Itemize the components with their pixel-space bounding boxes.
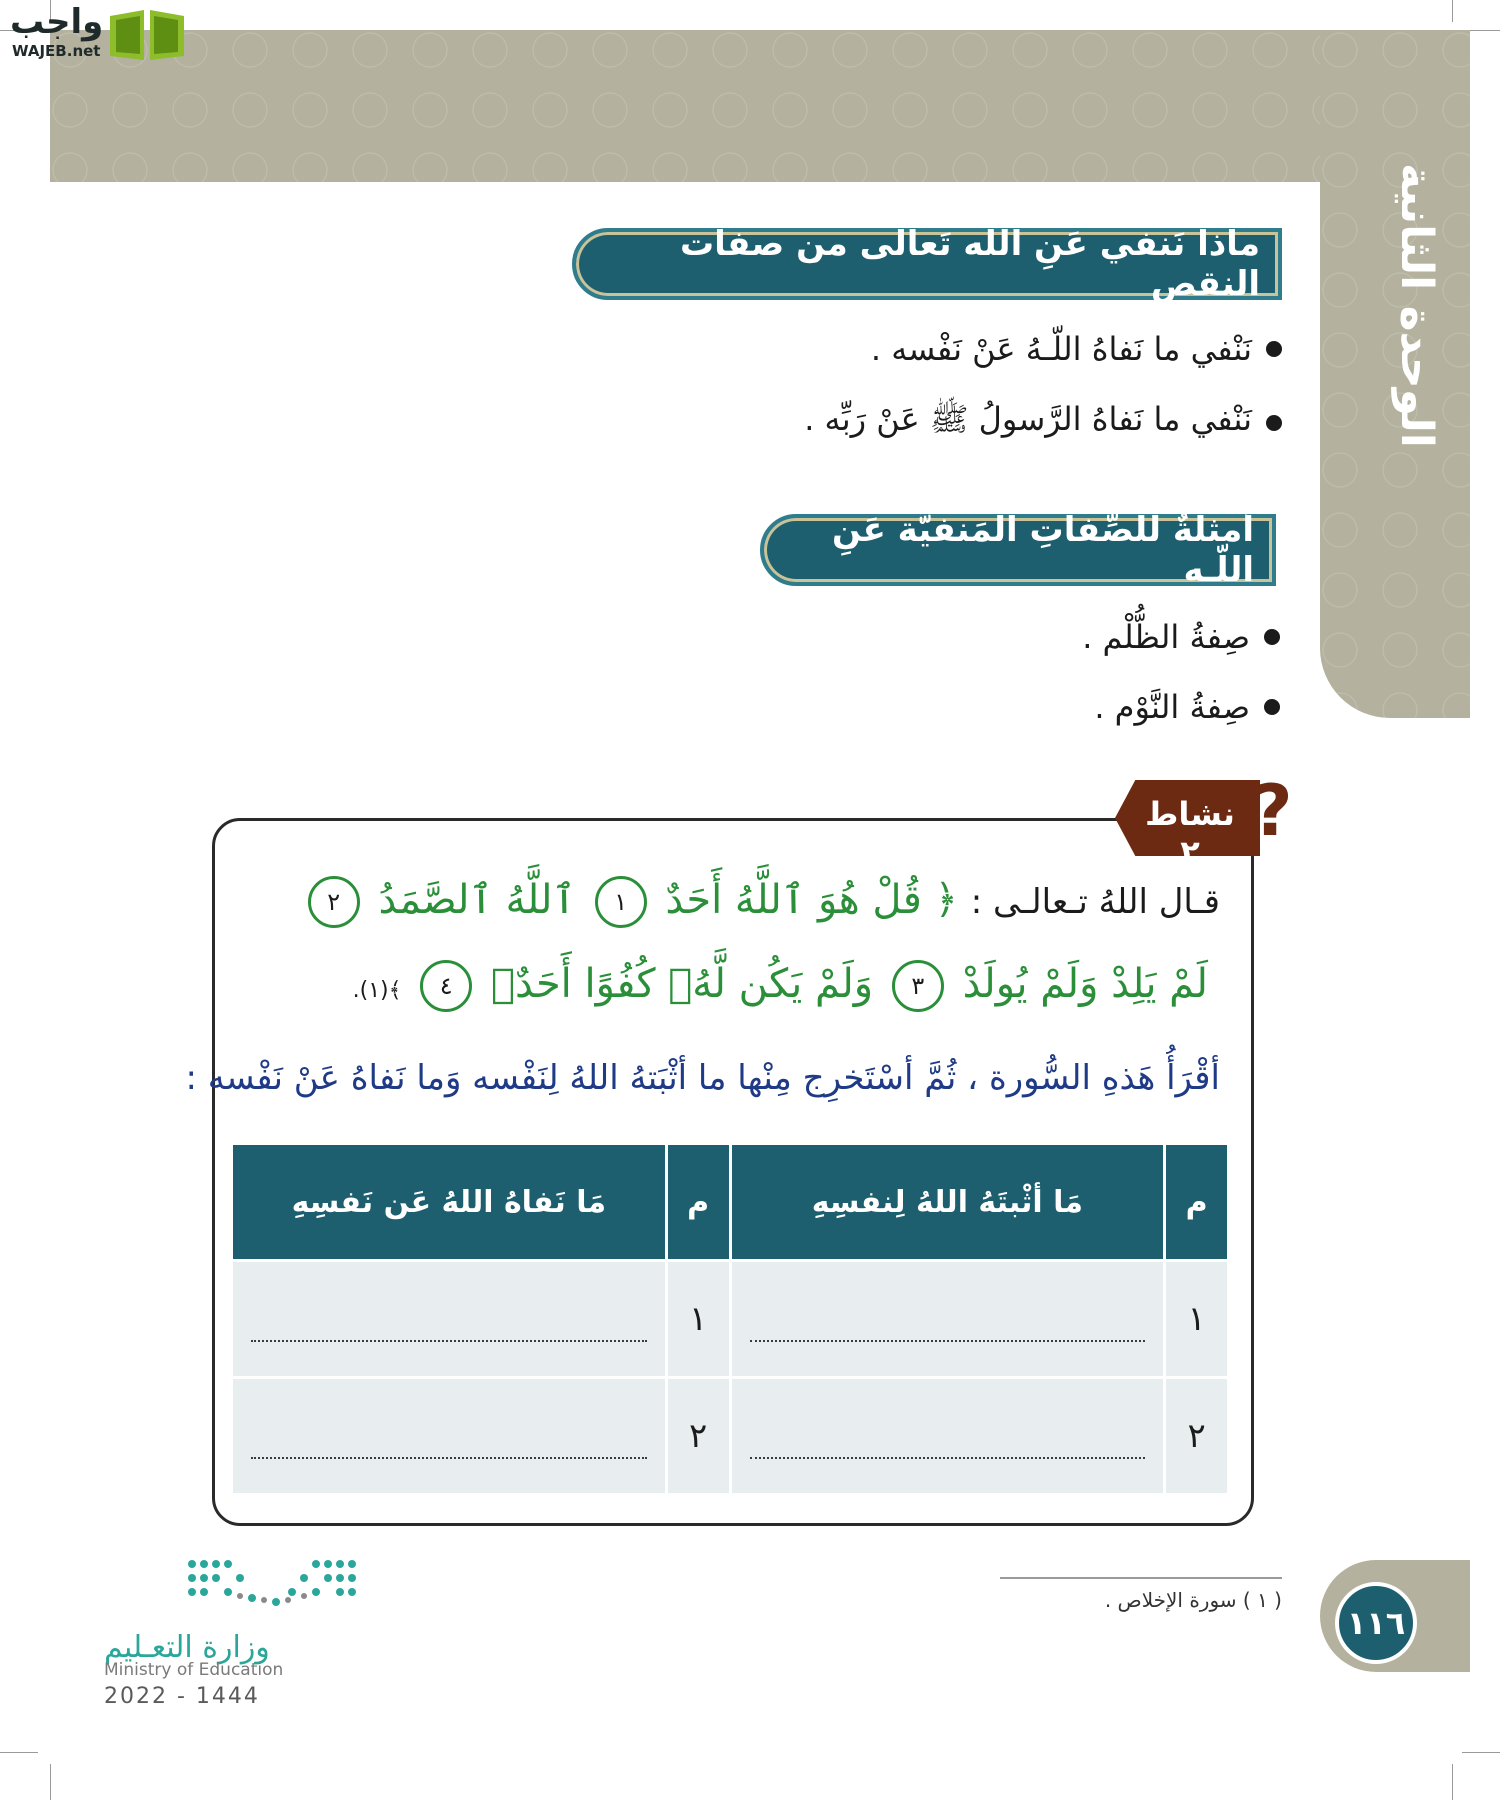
page-number: ١١٦ [1335, 1582, 1417, 1664]
section-header-negation [572, 224, 1282, 304]
answer-table [230, 1142, 1230, 1496]
ministry-dots-logo-icon [186, 1556, 356, 1608]
section-title: ماذا نَنفي عَنِ اللّه تَعالى من صفات النقص [680, 224, 1260, 304]
table-row [232, 1261, 1229, 1378]
dotted-line [251, 1457, 647, 1459]
verse-intro: قـال اللهُ تـعالـى : [970, 882, 1220, 922]
list-item-text: نَنْفي ما نَفاهُ الرَّسولُ ﷺ عَنْ رَبِّه . [804, 400, 1252, 438]
brand-name-arabic: واجب [10, 2, 104, 42]
answer-field-affirmed[interactable] [730, 1378, 1165, 1495]
ministry-name-english: Ministry of Education [104, 1660, 284, 1680]
bullet-dot [1266, 341, 1282, 357]
footnote: ( ١ ) سورة الإخلاص . [1104, 1588, 1282, 1612]
row-number: ٢ [666, 1378, 730, 1495]
row-number: ١ [666, 1261, 730, 1378]
ayah-marker: ٤ [420, 960, 472, 1012]
verse-line-1 [302, 876, 1220, 928]
book-logo-icon [108, 6, 186, 62]
dotted-line [251, 1340, 647, 1342]
ayah-marker: ٣ [892, 960, 944, 1012]
list-item-text: صِفةُ الظُّلْم . [1082, 618, 1250, 656]
section-title: أمثلةٌ للصِّفاتِ المَنفيَّة عَنِ اللّـه [831, 510, 1254, 590]
bullet-dot [1266, 415, 1282, 431]
verse-line-2 [353, 960, 1208, 1012]
column-header-affirmed: مَا أثْبتَهُ اللهُ لِنفسِهِ [730, 1144, 1165, 1261]
list-item [1082, 618, 1280, 656]
verse-text: وَلَمْ يَكُن لَّهُۥ كُفُوًا أَحَدٌۢ [490, 961, 874, 1007]
crop-mark [1452, 1764, 1453, 1800]
verse-end: ﴾(١). [352, 978, 402, 1003]
crop-mark [1452, 0, 1453, 22]
column-header-number: م [666, 1144, 730, 1261]
column-header-negated: مَا نَفاهُ اللهُ عَن نَفسِهِ [232, 1144, 667, 1261]
list-item-text: صِفةُ النَّوْم . [1094, 688, 1250, 726]
answer-field-negated[interactable] [232, 1261, 667, 1378]
crop-mark [50, 1764, 51, 1800]
row-number: ١ [1165, 1261, 1229, 1378]
list-item [1094, 688, 1280, 726]
header-pattern [50, 30, 1470, 182]
answer-field-affirmed[interactable] [730, 1261, 1165, 1378]
dotted-line [750, 1340, 1146, 1342]
dotted-line [750, 1457, 1146, 1459]
list-item [804, 400, 1282, 446]
bullet-dot [1264, 699, 1280, 715]
activity-instruction: أقْرَأُ هَذهِ السُّورة ، ثُمَّ أسْتَخرِج مِنْها ما أثْبَتهُ اللهُ لِنَفْسه وَما نَفاهُ عَنْ نَفْسه : [185, 1058, 1220, 1098]
section-header-examples [760, 510, 1276, 590]
bullet-dot [1264, 629, 1280, 645]
column-header-number: م [1165, 1144, 1229, 1261]
answer-field-negated[interactable] [232, 1378, 667, 1495]
verse-text: لَمْ يَلِدْ وَلَمْ يُولَدْ [962, 961, 1208, 1007]
ayah-marker: ١ [595, 876, 647, 928]
ayah-marker: ٢ [308, 876, 360, 928]
question-mark-icon: ? [1252, 770, 1293, 852]
ministry-name-arabic: وزارة التعـليم [104, 1630, 270, 1665]
table-row [232, 1378, 1229, 1495]
row-number: ٢ [1165, 1378, 1229, 1495]
edition-year: 2022 - 1444 [104, 1684, 260, 1709]
verse-text: ﴿ قُلْ هُوَ ٱللَّهُ أَحَدٌ [665, 877, 958, 923]
crop-mark [0, 1752, 38, 1753]
activity-label: نشاط ٢ [1145, 795, 1235, 871]
table-header-row [232, 1144, 1229, 1261]
verse-text: ٱللَّهُ ٱلصَّمَدُ [378, 877, 576, 923]
brand-name-latin: WAJEB.net [12, 42, 101, 60]
list-item [871, 330, 1282, 368]
footnote-rule [1000, 1577, 1282, 1579]
list-item-text: نَنْفي ما نَفاهُ اللّـهُ عَنْ نَفْسه . [870, 330, 1252, 368]
unit-title: الوحدة الثانية [1391, 162, 1442, 448]
crop-mark [1462, 1752, 1500, 1753]
